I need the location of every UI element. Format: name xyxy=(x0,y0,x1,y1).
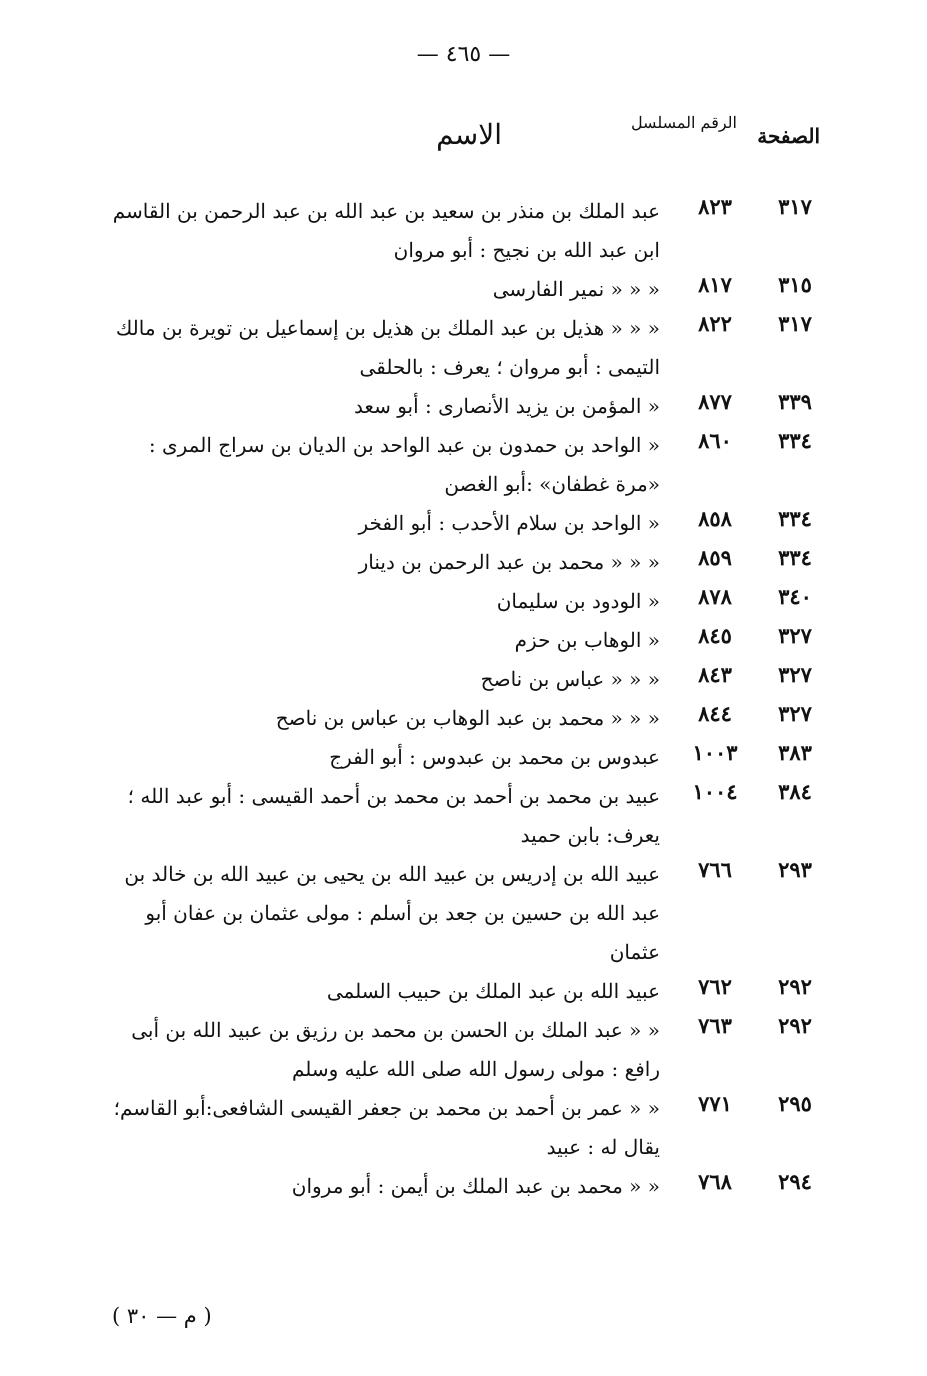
table-row xyxy=(0,855,927,972)
page-cell: ٣٤٠ xyxy=(778,584,812,609)
name-cell: « المؤمن بن يزيد الأنصارى : أبو سعد xyxy=(353,394,660,418)
header-page-column: الصفحة xyxy=(757,124,820,148)
signature-mark: ( م — ٣٠ ) xyxy=(112,1304,212,1328)
table-header xyxy=(0,108,927,168)
table-row xyxy=(0,387,927,426)
page-cell: ٣٣٤ xyxy=(778,506,812,531)
header-name-column: الاسم xyxy=(436,118,502,151)
table-row xyxy=(0,699,927,738)
page-number: — ٤٦٥ — xyxy=(416,42,511,67)
table-row xyxy=(0,738,927,777)
number-cell: ٨١٧ xyxy=(698,272,732,297)
page-cell: ٣٢٧ xyxy=(778,662,812,687)
number-cell: ٧٦٢ xyxy=(698,974,732,999)
table-row xyxy=(0,270,927,309)
page-cell: ٢٩٣ xyxy=(778,857,812,882)
name-cell: « « « هذيل بن عبد الملك بن هذيل بن إسماعيل بن تويرة بن مالك التيمى : أبو مروان ؛ يعرف : بالحلقى xyxy=(115,316,660,379)
index-table xyxy=(0,192,927,1206)
name-cell: « « عمر بن أحمد بن محمد بن جعفر القيسى الشافعى:أبو القاسم؛ يقال له : عبيد xyxy=(113,1096,660,1159)
number-cell: ٨٢٢ xyxy=(698,311,732,336)
table-row xyxy=(0,1011,927,1089)
page-cell: ٣١٧ xyxy=(778,194,812,219)
name-cell: « الودود بن سليمان xyxy=(496,589,660,613)
page-cell: ٣٣٤ xyxy=(778,428,812,453)
name-cell: « الواحد بن حمدون بن عبد الواحد بن الديان بن سراج المرى : «مرة غطفان» :أبو الغصن xyxy=(148,433,660,496)
header-number-column: الرقم المسلسل xyxy=(630,113,737,132)
number-cell: ٧٧١ xyxy=(698,1091,732,1116)
name-cell: « « محمد بن عبد الملك بن أيمن : أبو مروان xyxy=(291,1174,660,1198)
table-row xyxy=(0,309,927,387)
number-cell: ٨٤٥ xyxy=(698,623,732,648)
table-row xyxy=(0,504,927,543)
page-cell: ٢٩٢ xyxy=(778,1013,812,1038)
page-cell: ٢٩٥ xyxy=(778,1091,812,1116)
number-cell: ٨٤٤ xyxy=(698,701,732,726)
page-cell: ٣٨٤ xyxy=(778,779,812,804)
name-cell: « الواحد بن سلام الأحدب : أبو الفخر xyxy=(358,511,660,535)
number-cell: ٧٦٣ xyxy=(698,1013,732,1038)
page-cell: ٣٨٣ xyxy=(778,740,812,765)
name-cell: « « « محمد بن عبد الرحمن بن دينار xyxy=(358,550,660,574)
number-cell: ٨٢٣ xyxy=(698,194,732,219)
name-cell: عبد الملك بن منذر بن سعيد بن عبد الله بن عبد الرحمن بن القاسم ابن عبد الله بن نجيح : أبو مروان xyxy=(112,199,660,262)
name-cell: عبيد الله بن إدريس بن عبيد الله بن يحيى بن عبيد الله بن خالد بن عبد الله بن حسين بن جعد بن أسلم : مولى عثمان بن عفان أبو عثمان xyxy=(124,862,660,964)
table-row xyxy=(0,621,927,660)
name-cell: « « « عباس بن ناصح xyxy=(480,667,660,691)
table-row xyxy=(0,972,927,1011)
name-cell: « « « نمير الفارسى xyxy=(492,277,660,301)
number-cell: ٧٦٨ xyxy=(698,1169,732,1194)
number-cell: ٨٥٨ xyxy=(698,506,732,531)
page-cell: ٣٣٤ xyxy=(778,545,812,570)
number-cell: ٨٧٨ xyxy=(698,584,732,609)
page-cell: ٣٢٧ xyxy=(778,701,812,726)
page-cell: ٣١٥ xyxy=(778,272,812,297)
number-cell: ٨٥٩ xyxy=(698,545,732,570)
name-cell: « « عبد الملك بن الحسن بن محمد بن رزيق بن عبيد الله بن أبى رافع : مولى رسول الله صلى الله عليه وسلم xyxy=(131,1018,660,1081)
name-cell: « « « محمد بن عبد الوهاب بن عباس بن ناصح xyxy=(275,706,660,730)
name-cell: « الوهاب بن حزم xyxy=(514,628,660,652)
table-row xyxy=(0,426,927,504)
table-row xyxy=(0,1167,927,1206)
table-row xyxy=(0,582,927,621)
number-cell: ١٠٠٤ xyxy=(692,779,738,804)
table-row xyxy=(0,660,927,699)
page-cell: ٢٩٤ xyxy=(778,1169,812,1194)
table-row xyxy=(0,1089,927,1167)
number-cell: ٨٦٠ xyxy=(698,428,732,453)
table-row xyxy=(0,192,927,270)
number-cell: ١٠٠٣ xyxy=(692,740,738,765)
page-cell: ٣٣٩ xyxy=(778,389,812,414)
name-cell: عبيد بن محمد بن أحمد بن محمد بن أحمد القيسى : أبو عبد الله ؛ يعرف: بابن حميد xyxy=(127,784,660,847)
number-cell: ٧٦٦ xyxy=(698,857,732,882)
page-cell: ٣٢٧ xyxy=(778,623,812,648)
page-cell: ٣١٧ xyxy=(778,311,812,336)
number-cell: ٨٧٧ xyxy=(698,389,732,414)
table-row xyxy=(0,543,927,582)
table-row xyxy=(0,777,927,855)
name-cell: عبيد الله بن عبد الملك بن حبيب السلمى xyxy=(326,979,660,1003)
page-cell: ٢٩٢ xyxy=(778,974,812,999)
number-cell: ٨٤٣ xyxy=(698,662,732,687)
name-cell: عبدوس بن محمد بن عبدوس : أبو الفرج xyxy=(329,745,660,769)
